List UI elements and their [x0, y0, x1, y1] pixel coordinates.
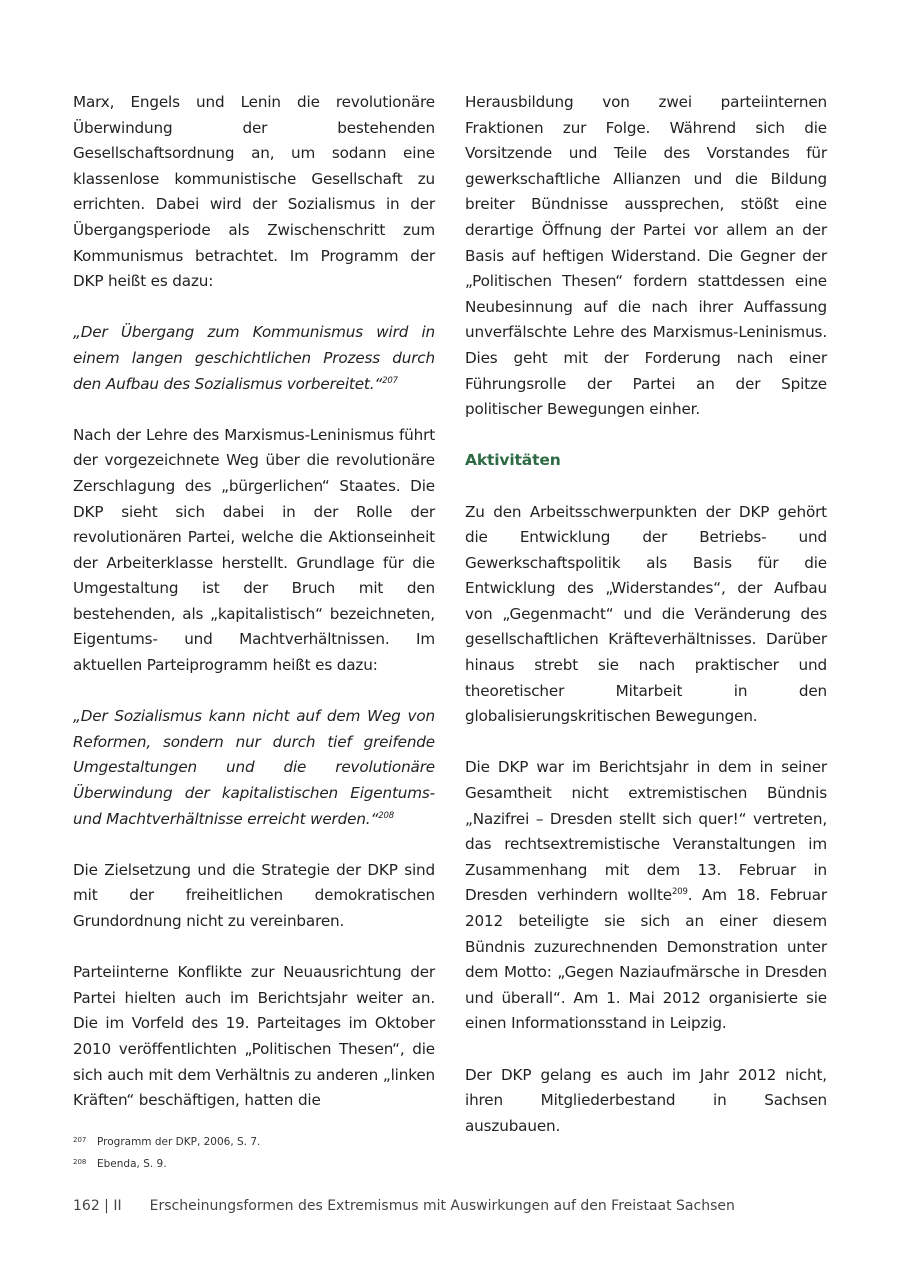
- paragraph-text: . Am 18. Februar 2012 beteiligte sie sich an einer diesem Bündnis zuzurechnenden Demonstration unter dem Motto: „Gegen Naziaufmärsche in Dresden und überall“. Am 1. Mai 2012 organisierte sie einen Informationsstand in Leipzig.: [465, 886, 827, 1033]
- section-heading: Aktivitäten: [465, 451, 561, 470]
- right-column: [465, 90, 827, 1165]
- paragraph: [465, 755, 827, 1037]
- paragraph: Die Zielsetzung und die Strategie der DKP sind mit der freiheitlichen demokratischen Grundordnung nicht zu vereinbaren.: [73, 860, 435, 930]
- quote-dkp-program-2: [73, 704, 435, 832]
- paragraph-text: Die DKP war im Berichtsjahr in dem in seiner Gesamtheit nicht extremistischen Bündnis „Nazifrei – Dresden stellt sich quer!“ vertreten, das rechtsextremistische Veranstaltungen im Zusammenhang mit dem 13. Februar in Dresden verhindern wollte: [465, 758, 827, 905]
- footnote-number: 208: [73, 1158, 87, 1166]
- left-column: [73, 90, 435, 1139]
- paragraph: Marx, Engels und Lenin die revolutionäre Überwindung der bestehenden Gesellschaftsordnung an, um sodann eine klassenlose kommunistische Gesellschaft zu errichten. Dabei wird der Sozialismus in der Übergangsperiode als Zwischenschritt zum Kommunismus betrachtet. Im Programm der DKP heißt es dazu:: [73, 93, 435, 291]
- paragraph: Parteiinterne Konflikte zur Neuausrichtung der Partei hielten auch im Berichtsjahr weiter an. Die im Vorfeld des 19. Parteitages im Oktober 2010 veröffentlichten „Politischen Thesen“, die sich auch mit dem Verhältnis zu anderen „linken Kräften“ beschäftigen, hatten die: [73, 963, 435, 1110]
- footnote-ref: 209: [671, 887, 688, 898]
- paragraph: Nach der Lehre des Marxismus-Leninismus führt der vorgezeichnete Weg über die revolutionäre Zerschlagung des „bürgerlichen“ Staates. Die DKP sieht sich dabei in der Rolle der revolutionären Partei, welche die Aktionseinheit der Arbeiterklasse herstellt. Grundlage für die Umgestaltung ist der Bruch mit den bestehenden, als „kapitalistisch“ bezeichneten, Eigentums- und Machtverhältnissen. Im aktuellen Parteiprogramm heißt es dazu:: [73, 425, 435, 675]
- page-number: 162 | II: [73, 1198, 122, 1214]
- footnote-text: Ebenda, S. 9.: [97, 1158, 167, 1170]
- quote-text: „Der Sozialismus kann nicht auf dem Weg von Reformen, sondern nur durch tief greifende Umgestaltungen und die revolutionäre Überwindung der kapitalistischen Eigentums- und Machtverhältnisse erreicht werden.“: [73, 707, 435, 828]
- chapter-title: Erscheinungsformen des Extremismus mit Auswirkungen auf den Freistaat Sachsen: [149, 1198, 735, 1214]
- paragraph: Zu den Arbeitsschwerpunkten der DKP gehört die Entwicklung der Betriebs- und Gewerkschaftspolitik als Basis für die Entwicklung des „Widerstandes“, der Aufbau von „Gegenmacht“ und die Veränderung des gesellschaftlichen Kräfteverhältnisses. Darüber hinaus strebt sie nach praktischer und theoretischer Mitarbeit in den globalisierungskritischen Bewegungen.: [465, 502, 827, 726]
- footnote: [73, 1152, 260, 1174]
- page-footer: [73, 1198, 735, 1214]
- paragraph: Der DKP gelang es auch im Jahr 2012 nicht, ihren Mitgliederbestand in Sachsen auszubauen.: [465, 1065, 827, 1135]
- footnote-text: Programm der DKP, 2006, S. 7.: [97, 1136, 261, 1148]
- footnote: [73, 1130, 260, 1152]
- footnote-ref: 208: [378, 810, 394, 821]
- paragraph: Herausbildung von zwei parteiinternen Fraktionen zur Folge. Während sich die Vorsitzende und Teile des Vorstandes für gewerkschaftliche Allianzen und die Bildung breiter Bündnisse aussprechen, stößt eine derartige Öffnung der Partei vor allem an der Basis auf heftigen Widerstand. Die Gegner der „Politischen Thesen“ fordern stattdessen eine Neubesinnung auf die nach ihrer Auffassung unverfälschte Lehre des Marxismus-Leninismus. Dies geht mit der Forderung nach einer Führungsrolle der Partei an der Spitze politischer Bewegungen einher.: [465, 93, 827, 419]
- quote-dkp-program-1: [73, 320, 435, 397]
- footnote-number: 207: [73, 1136, 87, 1144]
- footnotes: [73, 1130, 260, 1174]
- footnote-ref: 207: [382, 375, 398, 386]
- quote-text: „Der Übergang zum Kommunismus wird in einem langen geschichtlichen Prozess durch den Aufbau des Sozialismus vorbereitet.“: [73, 323, 435, 393]
